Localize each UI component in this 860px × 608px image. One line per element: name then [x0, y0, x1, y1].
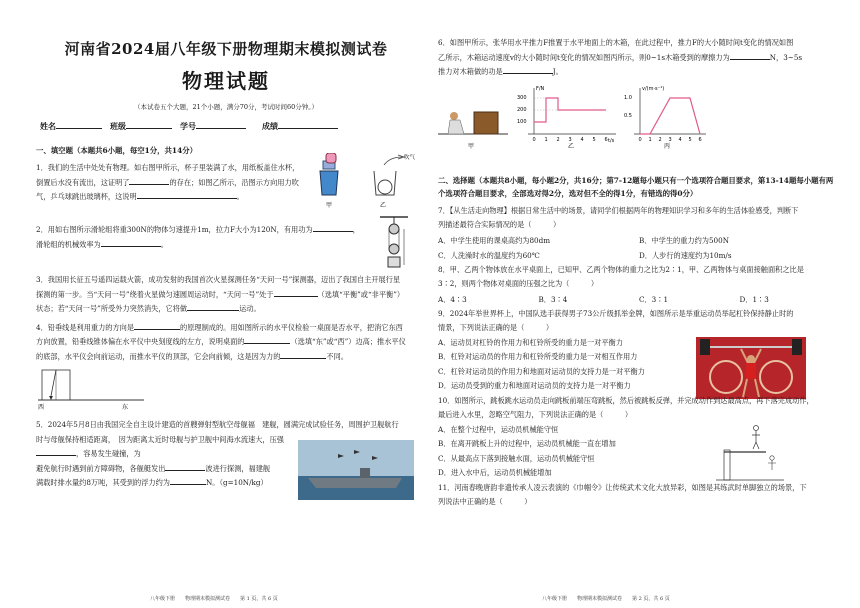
q8-line2: 3∶2，则两个物体对桌面的压强之比为（ ） — [438, 279, 599, 288]
q10-option-c[interactable]: C．从最高点下落到接触水面，运动员机械能守恒 — [438, 453, 595, 463]
q2-text2: ， — [352, 225, 360, 234]
q8-line1: 8．甲、乙两个物体放在水平桌面上，已知甲、乙两个物体的重力之比为2∶1，甲、乙两物体与桌面接触面积之比是 — [438, 264, 804, 274]
q3-text: 3．我国用长征五号遥四运载火箭，成功发射的我国首次火星探测任务“天问一号”探测器，迈出了我国自主开展行星 — [36, 275, 401, 284]
q5-text3: ，容易发生碰撞，为 — [76, 449, 141, 458]
q6-ytick-c-1: 1.0 — [624, 94, 632, 101]
q6-text: 6．如图甲所示，张华用水平推力F推置于水平地面上的木箱，在此过程中，推力F的大小随时间t变化的情况如图 — [438, 38, 794, 47]
exam-title: 河南省2024届八年级下册物理期末模拟测试卷 — [64, 40, 388, 58]
q1-blank-1[interactable] — [129, 176, 169, 185]
q6-label-c: 丙 — [664, 142, 671, 150]
exam-note: （本试卷五个大题，21个小题，满分70分，考试时间60分钟。） — [133, 103, 319, 111]
section-1-heading: 一、填空题（本题共6小题，每空1分，共14分） — [36, 146, 197, 155]
q6-fig-c — [624, 86, 706, 150]
q3-text2: 探测的第一步。当“天问一号”绕着火星做匀速圆周运动时，“天问一号”处于 — [36, 289, 274, 299]
q6-xtick-c-1: 1 — [648, 136, 652, 143]
q9-option-d[interactable]: D．运动员受到的重力和地面对运动员的支持力是一对平衡力 — [438, 381, 631, 390]
q6-ytick-b-300: 300 — [517, 94, 527, 101]
question-5 — [36, 418, 416, 491]
q10-option-d[interactable]: D．进入水中后，运动员机械能增加 — [438, 468, 552, 477]
q10-line1: 10．如图所示，跳板跳水运动员走向跳板前端压弯跳板，然后被跳板反弹，并完成动作到达最高点，再下落完成动作， — [438, 395, 814, 405]
q5-text5: 波进行探测，福建舰 — [205, 463, 271, 473]
q6-blank-2[interactable] — [503, 65, 553, 74]
footer-right: 八年级下册 物理期末模拟测试卷 第 2 页，共 6 页 — [542, 596, 670, 602]
q10-option-b[interactable]: B．在离开跳板上升的过程中，运动员机械能一直在增加 — [438, 439, 616, 448]
q6-xtick-b-4: 4 — [580, 136, 584, 143]
number-field[interactable] — [196, 128, 246, 129]
q6-ytick-c-05: 0.5 — [624, 112, 632, 119]
q8-options — [438, 292, 840, 307]
question-6 — [438, 36, 840, 152]
question-7 — [438, 204, 840, 263]
q10-line2: 最后进入水里，忽略空气阻力，下列说法正确的是（ ） — [438, 410, 633, 419]
exam-subtitle: 物理试题 — [182, 69, 270, 93]
q3-blank-2[interactable] — [187, 302, 239, 311]
question-3 — [36, 273, 416, 317]
q1-fig-label-a: 甲 — [326, 202, 333, 209]
q4-blank-1[interactable] — [134, 321, 180, 330]
q5-text2: 时与母舰保持相适距离， 因为距离太近时母舰与护卫舰中间海水流速大，压强 — [36, 434, 284, 444]
q6-xtick-b-6: 6 — [604, 136, 608, 143]
question-2 — [36, 223, 416, 267]
q4-text: 4．铅垂线是利用重力的方向是 — [36, 322, 135, 332]
q6-xtick-c-4: 4 — [678, 136, 682, 143]
q6-text2: 乙所示，木箱运动速度v的大小随时间t变化的情况如图丙所示，则0~1s木箱受到的摩擦力为 — [438, 52, 730, 62]
q2-blank-2[interactable] — [101, 238, 161, 247]
q7-option-b[interactable]: B．中学生的重力约为500N — [639, 235, 729, 245]
q8-option-d[interactable]: D．1∶3 — [739, 294, 769, 304]
q6-xtick-b-0: 0 — [532, 136, 536, 143]
q7-options-row2 — [438, 248, 840, 263]
q4-text4: （选填“东”或“西”）边高；推水平仪 — [290, 337, 406, 346]
q6-text4: 推力对木箱做的功是 — [438, 67, 503, 76]
score-field[interactable] — [278, 128, 338, 129]
q5-blank-1[interactable] — [36, 447, 76, 456]
q6-xtick-b-1: 1 — [544, 136, 548, 143]
question-4 — [36, 321, 416, 413]
q3-text4: 状态；若“天问一号”所受外力突然消失，它将做 — [36, 304, 188, 313]
q9-option-b[interactable]: B．杠铃对运动员的作用力和杠铃所受的重力是一对相互作用力 — [438, 352, 638, 361]
q1-figure — [318, 153, 428, 215]
q6-xtick-b-2: 2 — [556, 136, 560, 143]
question-9 — [438, 307, 840, 394]
question-10 — [438, 394, 840, 481]
q6-text3: N，3~5s — [769, 52, 803, 62]
q4-blank-2[interactable] — [244, 335, 290, 344]
q6-fig-a — [438, 112, 508, 150]
q1-fig-label-b: 乙 — [380, 202, 387, 209]
q6-text5: J。 — [552, 67, 563, 76]
q6-xtick-c-5: 5 — [688, 136, 692, 143]
q6-xtick-c-3: 3 — [668, 136, 672, 143]
q2-blank-1[interactable] — [313, 223, 353, 232]
q6-ytick-b-100: 100 — [517, 118, 527, 125]
class-label: 班级 — [110, 121, 126, 131]
q4-west-label: 西 — [38, 404, 45, 411]
q1-fig-label-blow: 吹气 — [404, 155, 416, 161]
q9-line1: 9．2024年举世界杯上，中国队选手获得男子73公斤级抓举金牌，如图所示是举重运动员举起杠铃保持静止时的 — [438, 308, 794, 318]
question-8 — [438, 263, 840, 307]
q6-xtick-b-3: 3 — [568, 136, 572, 143]
q6-xticks — [533, 137, 702, 143]
q2-text: 2．用如右图所示滑轮组将重300N的物体匀速提升1m，拉力F大小为120N，有用功为 — [36, 225, 313, 234]
q6-xtick-c-6: 6 — [698, 136, 702, 143]
q11-line1: 11．河南春晚唐韵非遗传承人凌云表演的《巾帼令》让传统武术文化大放异彩，如图是其练武时单脚独立的场景，下 — [438, 482, 807, 492]
q9-weightlifter-photo — [696, 337, 806, 399]
q6-xtick-c-2: 2 — [658, 136, 662, 143]
q5-text4: 避免航行时遇到前方障碍物，各舰艇发出 — [36, 463, 166, 473]
q6-ylabel-b: F/N — [536, 85, 545, 92]
q6-xlabel-b: t/s — [608, 137, 615, 144]
name-field[interactable] — [56, 128, 102, 129]
q1-text4: 气，乒乓球跳出玻璃杯，这说明 — [36, 192, 137, 201]
q2-text4: 。 — [160, 239, 168, 249]
q5-carrier-photo — [298, 440, 414, 500]
footer-left: 八年级下册 物理期末模拟测试卷 第 1 页，共 6 页 — [150, 596, 278, 602]
q4-text2: 的原理制成的。用如图所示的水平仪检验一桌面是否水平，把消它东西 — [180, 322, 403, 332]
section-2-heading: 二、选择题（本题共8小题，每小题2分，共16分；第7-12题每小题只有一个选项符合题目要求，第13-14题每小题有两个选项符合题目要求，全部选对得2分，选对但不全的得1分，有错选的得0分） — [438, 175, 834, 198]
q11-line2: 列说法中正确的是（ ） — [438, 497, 532, 506]
q1-blank-2[interactable] — [137, 190, 237, 199]
q1-text2: 倒置后水没有流出，这证明了 — [36, 177, 130, 187]
q5-text7: N。（g=10N/kg） — [205, 478, 268, 487]
q7-line1: 7．【从生活走向物理】根据日常生活中的场景，请同学们根据两年的物理知识学习和多年的生活体验感受，判断下 — [438, 205, 799, 215]
q6-xtick-c-0: 0 — [638, 136, 642, 143]
q1-text: 1．我们的生活中处处有物理。如右图甲所示，杯子里装满了水，用纸板盖住水杯， — [36, 163, 300, 172]
class-field[interactable] — [126, 128, 172, 129]
q9-line2: 情景，下列说法正确的是（ ） — [438, 323, 554, 332]
number-label: 学号 — [180, 121, 196, 131]
q6-figures — [438, 82, 708, 152]
q5-text6: 满载时排水量约8万吨，其受到的浮力约为 — [36, 478, 170, 487]
q3-blank-1[interactable] — [274, 288, 318, 297]
q5-text: 5．2024年5月8日由我国完全自主设计建造的首艘弹射型航空母舰福 建舰，圆满完成试验任务，周围护卫舰航行 — [36, 420, 399, 429]
q2-pulley-figure — [376, 215, 412, 273]
q5-blank-3[interactable] — [170, 476, 206, 485]
q6-ylabel-c: v/(m·s⁻¹) — [642, 85, 665, 92]
q4-level-figure — [36, 366, 146, 412]
q7-option-a[interactable]: A．中学生使用的课桌高约为80dm — [438, 235, 551, 245]
q7-line2: 列描述最符合实际情况的是（ ） — [438, 220, 561, 229]
student-info — [40, 121, 416, 132]
q4-blank-3[interactable] — [280, 350, 326, 359]
q8-option-b[interactable]: B．3∶4 — [538, 294, 568, 304]
q10-diving-figure — [706, 422, 786, 484]
q4-text3: 方向放置，铅垂线锥体偏在水平仪中央刻度线的左方，说明桌面的 — [36, 337, 245, 346]
q7-options-row1 — [438, 233, 840, 248]
q6-label-a: 甲 — [468, 142, 475, 150]
q6-xtick-b-5: 5 — [592, 136, 596, 143]
question-1 — [36, 155, 416, 217]
q1-text5: 。 — [236, 192, 244, 201]
q4-east-label: 东 — [122, 404, 129, 411]
q4-text6: 不同。 — [326, 351, 348, 361]
q2-text3: 滑轮组的机械效率为 — [36, 239, 101, 249]
q4-text5: 的底部，水平仪会向前运动，而推水平仪的顶部，它会向前倾，这是因为力的 — [36, 351, 281, 361]
q3-text5: 运动。 — [239, 304, 261, 313]
page-right — [430, 0, 860, 608]
question-11 — [438, 481, 840, 510]
name-label: 姓名 — [40, 121, 56, 131]
q1-text3: 的存在；如图乙所示，沿图示方向用力吹 — [169, 177, 299, 187]
q8-option-a[interactable]: A．4∶3 — [438, 294, 467, 304]
q7-option-c[interactable]: C．人洗澡时水的温度约为60℃ — [438, 250, 540, 260]
score-label: 成绩 — [262, 121, 278, 131]
q9-option-c[interactable]: C．杠铃对运动员的作用力和地面对运动员的支持力是一对平衡力 — [438, 366, 645, 376]
q3-text3: （选填“平衡”或“非平衡”） — [317, 289, 405, 299]
q10-option-a[interactable]: A．在整个过程中，运动员机械能守恒 — [438, 424, 559, 434]
q5-blank-2[interactable] — [165, 462, 205, 471]
q9-option-a[interactable]: A．运动员对杠铃的作用力和杠铃所受的重力是一对平衡力 — [438, 337, 623, 347]
q7-option-d[interactable]: D．人步行的速度约为10m/s — [639, 250, 732, 260]
q6-label-b: 乙 — [568, 142, 575, 150]
q6-blank-1[interactable] — [730, 51, 770, 60]
q8-option-c[interactable]: C．3∶1 — [639, 294, 669, 304]
q6-ytick-b-200: 200 — [517, 106, 527, 113]
